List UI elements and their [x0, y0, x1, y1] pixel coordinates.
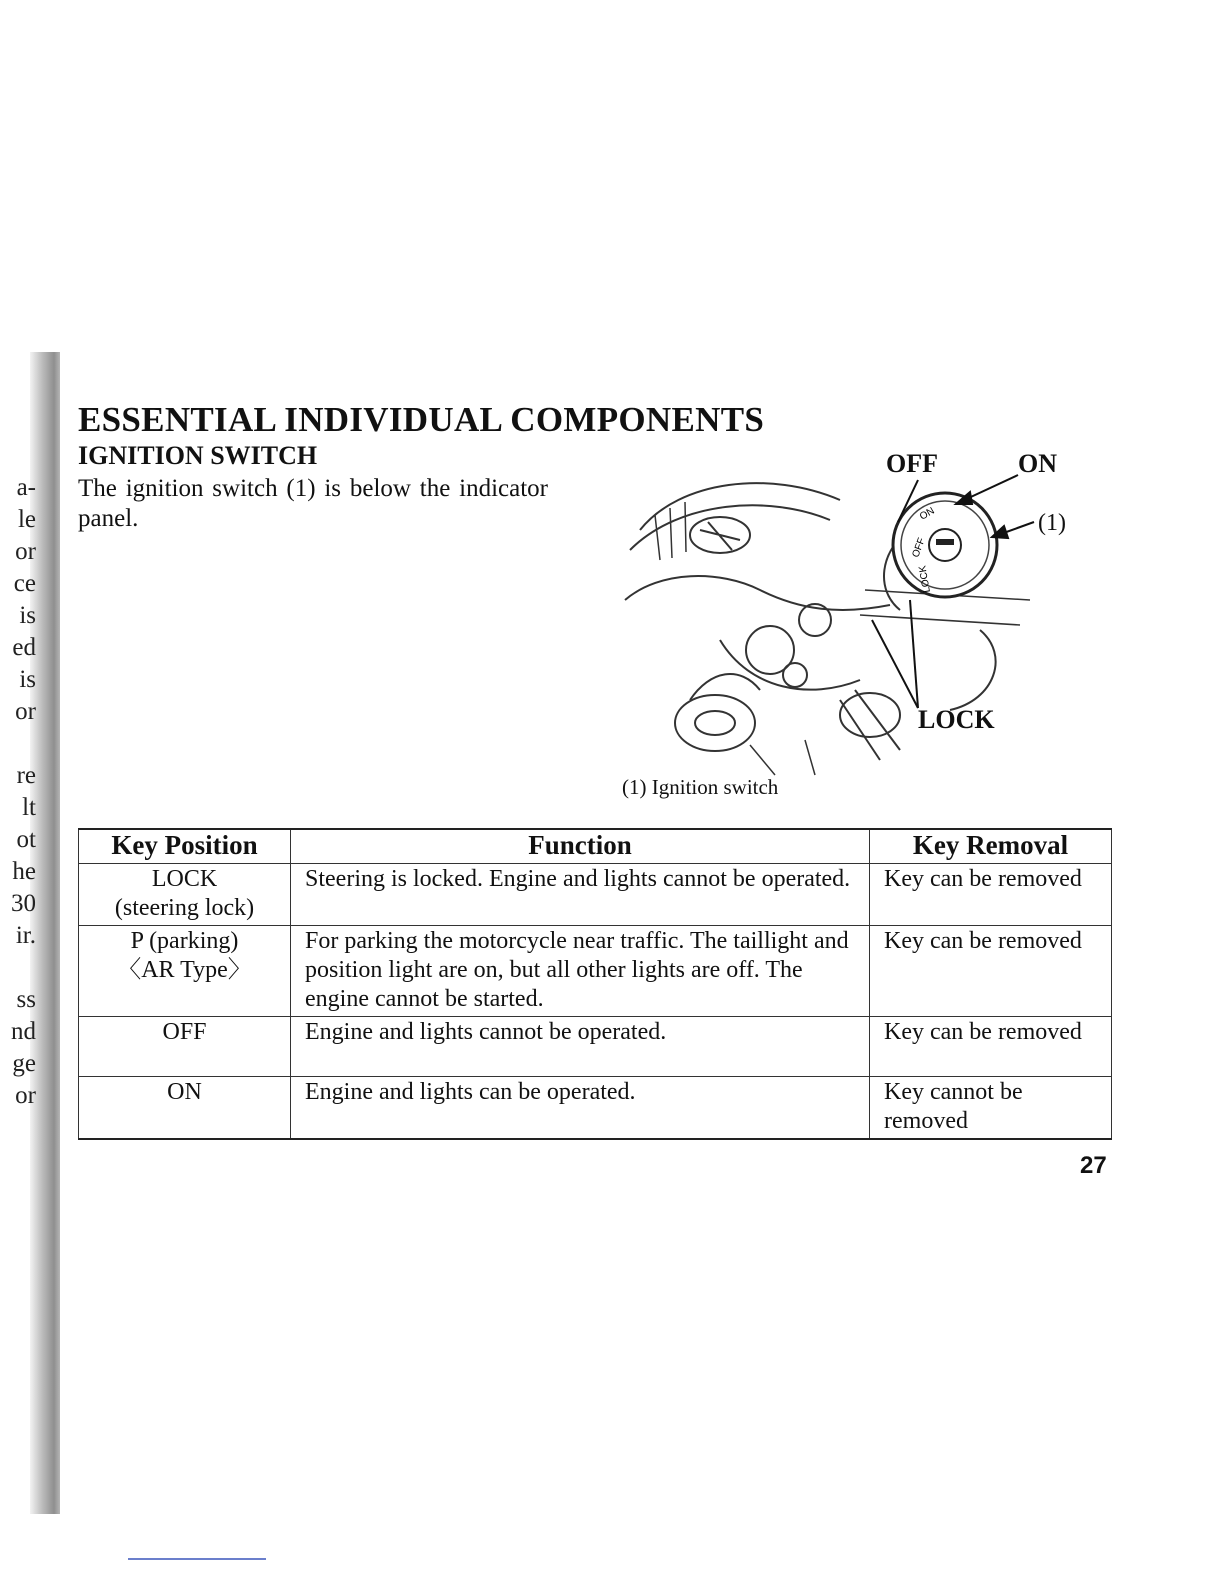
key-position-table — [78, 828, 1112, 1140]
margin-fragment: he — [12, 858, 36, 885]
table-row-lock — [79, 864, 1112, 926]
section-title: ESSENTIAL INDIVIDUAL COMPONENTS — [78, 400, 765, 439]
margin-fragment: ir. — [15, 922, 36, 949]
key-position-cell — [79, 1017, 291, 1077]
margin-fragment: ss — [16, 986, 36, 1013]
dial-lock-label: LOCK — [917, 564, 933, 594]
key-position-name: LOCK — [151, 866, 218, 892]
margin-fragment: is — [19, 666, 36, 693]
table-header-row — [79, 829, 1112, 864]
key-position-cell — [79, 926, 291, 1017]
intro-paragraph: The ignition switch (1) is below the indicator panel. — [78, 475, 548, 532]
margin-fragment: nd — [11, 1018, 36, 1045]
reference-number-label: (1) — [1038, 510, 1066, 536]
lock-callout-label: LOCK — [918, 705, 995, 734]
key-position-name: OFF — [162, 1019, 207, 1045]
page-number: 27 — [1080, 1152, 1107, 1179]
key-removal-cell: Key can be removed — [870, 1017, 1112, 1077]
key-position-note: (steering lock) — [114, 895, 255, 921]
dial-off-label: OFF — [910, 536, 928, 560]
key-removal-cell: Key can be removed — [870, 926, 1112, 1017]
off-callout-label: OFF — [886, 449, 938, 478]
margin-fragment: ed — [12, 634, 36, 661]
key-position-note: 〈AR Type〉 — [117, 957, 252, 983]
dial-on-label: ON — [918, 505, 937, 523]
margin-fragment: is — [19, 602, 36, 629]
margin-fragment: lt — [22, 794, 36, 821]
table-row-parking — [79, 926, 1112, 1017]
ignition-key-cylinder — [893, 493, 997, 597]
key-removal-cell: Key cannot be removed — [870, 1077, 1112, 1140]
margin-fragment: or — [15, 1082, 36, 1109]
margin-fragment: ce — [13, 570, 36, 597]
key-position-cell — [79, 1077, 291, 1140]
margin-fragment — [0, 728, 36, 760]
function-cell: For parking the motorcycle near traffic. The taillight and position light are on, but all other lights are off. The engine cannot be started. — [291, 926, 870, 1017]
margin-fragment: ot — [16, 826, 36, 853]
header-key-position: Key Position — [79, 829, 291, 864]
diagram-caption: (1) Ignition switch — [622, 775, 779, 799]
header-key-removal: Key Removal — [870, 829, 1112, 864]
key-removal-cell: Key can be removed — [870, 864, 1112, 926]
ignition-switch-heading: IGNITION SWITCH — [78, 441, 318, 470]
ignition-switch-diagram — [600, 440, 1100, 780]
margin-fragment: a- — [16, 474, 36, 501]
margin-fragment: 30 — [11, 890, 36, 917]
header-function: Function — [291, 829, 870, 864]
margin-fragment: or — [15, 698, 36, 725]
margin-fragment — [0, 952, 36, 984]
footer-rule — [128, 1558, 266, 1560]
margin-fragment: le — [17, 506, 36, 533]
function-cell: Engine and lights cannot be operated. — [291, 1017, 870, 1077]
table-row-on — [79, 1077, 1112, 1140]
margin-fragment: or — [15, 538, 36, 565]
previous-page-text-fragments — [0, 472, 36, 1112]
key-position-name: ON — [167, 1079, 202, 1105]
table-row-off — [79, 1017, 1112, 1077]
function-cell: Engine and lights can be operated. — [291, 1077, 870, 1140]
key-position-name: P (parking) — [130, 928, 239, 954]
key-position-cell — [79, 864, 291, 926]
margin-fragment: re — [16, 762, 36, 789]
on-callout-label: ON — [1018, 449, 1057, 478]
margin-fragment: ge — [12, 1050, 36, 1077]
function-cell: Steering is locked. Engine and lights cannot be operated. — [291, 864, 870, 926]
